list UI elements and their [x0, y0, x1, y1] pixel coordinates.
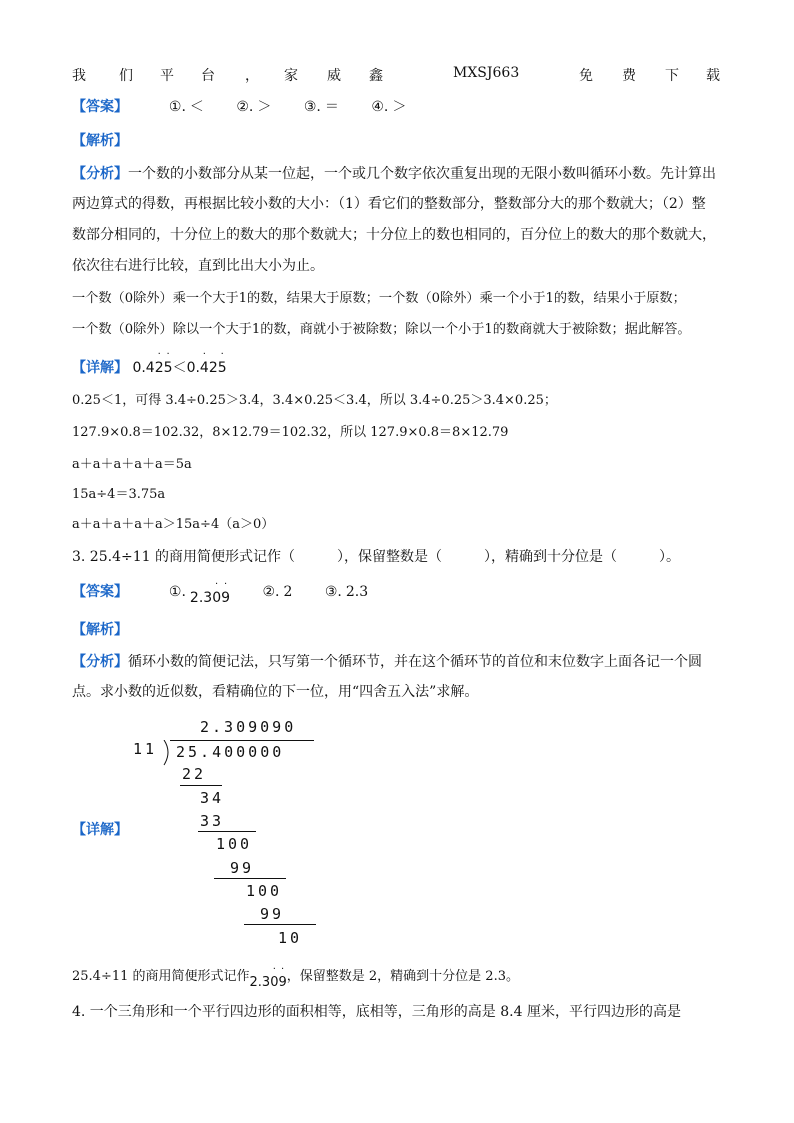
xiangjie-tag: 【详解】 [72, 822, 128, 838]
division-step: 33 [200, 812, 225, 830]
answer-item: ②. ＞ [236, 99, 272, 115]
fenxi-text: 一个数的小数部分从某一位起，一个或几个数字依次重复出现的无限小数叫循环小数。先计算出 [128, 166, 716, 182]
header-char: 载 [706, 68, 720, 84]
question-3: 3. 25.4÷11 的商用简便形式记作（ ），保留整数是（ ），精确到十分位是（ ）。 [72, 549, 680, 565]
answer-item: ②. 2 [262, 584, 293, 600]
xiangjie-text: 127.9×0.8＝102.32，8×12.79＝102.32，所以 127.9×0.8＝8×12.79 [72, 425, 509, 440]
division-step: 34 [200, 789, 225, 807]
xiangjie-text: a＋a＋a＋a＋a＝5a [72, 457, 192, 472]
jiexi-tag: 【解析】 [72, 622, 128, 638]
fenxi-tag: 【分析】 [72, 166, 128, 182]
division-step: 22 [182, 765, 207, 783]
xiangjie-text: a＋a＋a＋a＋a＞15a÷4（a＞0） [72, 517, 275, 532]
answer-line-3 [72, 579, 396, 606]
fenxi-line [72, 164, 716, 184]
compare-sign: ＜ [172, 360, 187, 376]
header-char: 威 [327, 68, 341, 84]
header-char: 费 [622, 68, 636, 84]
question-4: 4. 一个三角形和一个平行四边形的面积相等，底相等，三角形的高是 8.4 厘米，平行四边形的高是 [72, 1004, 681, 1020]
fenxi-text: 两边算式的得数，再根据比较小数的大小：（1）看它们的整数部分，整数部分大的那个数就大；（2）整 [72, 196, 706, 212]
header-char: 台 [201, 68, 215, 84]
division-step: 100 [246, 882, 283, 900]
header-char: 下 [665, 68, 679, 84]
header-char: 鑫 [369, 68, 383, 84]
division-bracket [162, 740, 174, 766]
repeating-decimal-left: 0.4 · 2 · 5 [132, 349, 173, 376]
answer-item: ③. ＝ [303, 99, 339, 115]
jiexi-tag: 【解析】 [72, 133, 128, 149]
xiangjie-line [72, 349, 227, 378]
fenxi-text: 依次往右进行比较，直到比出大小为止。 [72, 258, 324, 274]
xiangjie-text: 15a÷4＝3.75a [72, 487, 166, 502]
xiangjie-tag: 【详解】 [72, 360, 128, 376]
fenxi-line [72, 652, 702, 672]
repeating-decimal-right: 0. · 42 · 5 [186, 349, 227, 376]
division-step: 99 [260, 905, 285, 923]
header-char: 平 [160, 68, 174, 84]
answer-item: ④. ＞ [371, 99, 407, 115]
xiangjie-text: 0.25＜1，可得 3.4÷0.25＞3.4，3.4×0.25＜3.4，所以 3.4÷0.25＞3.4×0.25； [72, 393, 557, 408]
long-division [130, 716, 330, 956]
answer-item: ①. 2.3 · 0 · 9 [168, 579, 231, 606]
fenxi-text: 一个数（0除外）乘一个大于1的数，结果大于原数；一个数（0除外）乘一个小于1的数，结果小于原数； [72, 291, 686, 306]
header-char: 我 [72, 68, 86, 84]
fenxi-tag: 【分析】 [72, 654, 128, 670]
header-char: 免 [579, 68, 593, 84]
answer-item: ①. ＜ [168, 99, 204, 115]
quotient: 2.309090 [200, 718, 297, 736]
header-char: 家 [284, 68, 298, 84]
fenxi-text: 点。求小数的近似数，看精确位的下一位，用“四舍五入法”求解。 [72, 684, 479, 700]
answer-tag: 【答案】 [72, 99, 128, 115]
division-step: 100 [216, 835, 253, 853]
divisor: 11 [133, 740, 158, 758]
fenxi-text: 数部分相同的，十分位上的数大的那个数就大；十分位上的数也相同的，百分位上的数大的那个数就大， [72, 227, 716, 243]
division-step: 10 [278, 929, 303, 947]
conclusion-line: 25.4÷11 的商用简便形式记作2.3 · 0 · 9，保留整数是 2，精确到十分位是 2.3。 [72, 964, 519, 990]
dividend: 25.400000 [176, 743, 285, 761]
header-char: ， [245, 68, 259, 84]
answer-item: ③. 2.3 [324, 584, 369, 600]
fenxi-text: 循环小数的简便记法，只写第一个循环节，并在这个循环节的首位和末位数字上面各记一个圆 [128, 654, 702, 670]
fenxi-text: 一个数（0除外）除以一个大于1的数，商就小于被除数；除以一个小于1的数商就大于被除数；据此解答。 [72, 322, 691, 337]
header-char: 们 [119, 68, 133, 84]
division-step: 99 [230, 859, 255, 877]
answer-line-1 [72, 97, 434, 117]
answer-tag: 【答案】 [72, 584, 128, 600]
header-char: MXSJ663 [453, 65, 520, 81]
